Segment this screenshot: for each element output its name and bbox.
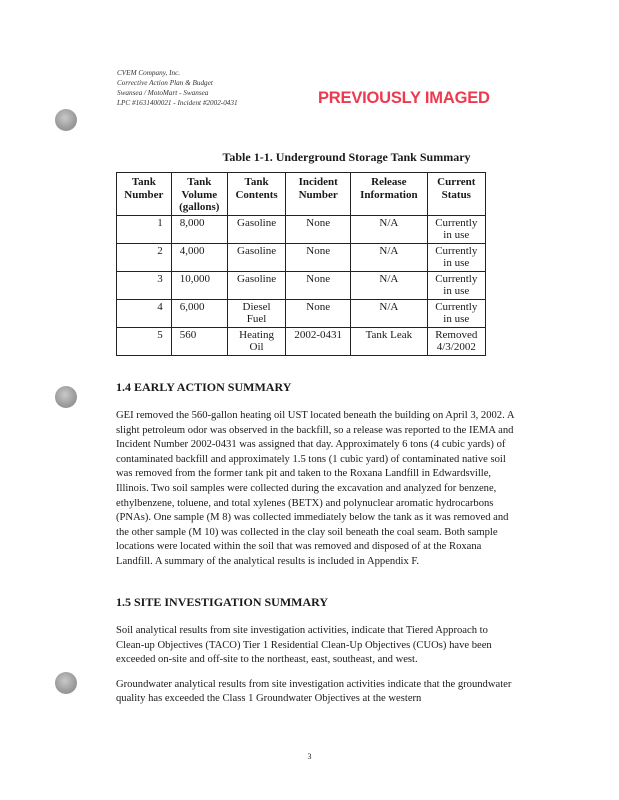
document-header xyxy=(117,68,238,108)
cell-line: Currently xyxy=(435,244,478,257)
table-row xyxy=(117,327,486,355)
header-incident: LPC #1631400021 - Incident #2002-0431 xyxy=(117,99,238,107)
cell-line: Currently xyxy=(435,216,478,229)
column-header-line: Release xyxy=(371,176,407,188)
section-heading: 1.5 SITE INVESTIGATION SUMMARY xyxy=(116,595,329,609)
table-row xyxy=(117,271,486,299)
table-title-label: Table 1-1. xyxy=(222,150,273,164)
column-header xyxy=(351,173,427,216)
cell-line: Currently xyxy=(435,272,478,285)
tank-volume-cell: 10,000 xyxy=(171,271,227,299)
column-header xyxy=(286,173,351,216)
table-row xyxy=(117,299,486,327)
table-row xyxy=(117,243,486,271)
tank-number-cell: 1 xyxy=(117,215,172,243)
tank-contents-cell xyxy=(227,299,285,327)
column-header xyxy=(427,173,485,216)
release-info-cell: N/A xyxy=(351,299,427,327)
tank-number-cell: 3 xyxy=(117,271,172,299)
cell-line: Oil xyxy=(249,341,264,353)
cell-line: Gasoline xyxy=(237,272,277,285)
incident-number-cell: None xyxy=(286,299,351,327)
column-header xyxy=(117,173,172,216)
tank-number-cell: 4 xyxy=(117,299,172,327)
table-header-row xyxy=(117,173,486,216)
release-info-cell: Tank Leak xyxy=(351,327,427,355)
table-row xyxy=(117,215,486,243)
cell-line: in use xyxy=(443,313,470,325)
column-header xyxy=(171,173,227,216)
header-plan: Corrective Action Plan & Budget xyxy=(117,79,213,87)
cell-line: Diesel xyxy=(242,300,271,313)
incident-number-cell: None xyxy=(286,271,351,299)
column-header-line: (gallons) xyxy=(179,201,220,213)
column-header-line: Information xyxy=(360,188,418,201)
incident-number-cell: 2002-0431 xyxy=(286,327,351,355)
column-header xyxy=(227,173,285,216)
column-header-line: Volume xyxy=(181,188,218,201)
punch-hole-icon xyxy=(55,109,77,131)
incident-number-cell: None xyxy=(286,215,351,243)
punch-hole-icon xyxy=(55,672,77,694)
cell-line: Gasoline xyxy=(237,244,277,257)
column-header-line: Tank xyxy=(244,176,269,188)
current-status-cell xyxy=(427,271,485,299)
release-info-cell: N/A xyxy=(351,215,427,243)
section-paragraph: Groundwater analytical results from site investigation activities indicate that the groundwater quality has exceeded the Class 1 Groundwater Objectives at the western xyxy=(116,678,512,705)
section-paragraph: GEI removed the 560-gallon heating oil UST located beneath the building on April 3, 2002. A slight petroleum odor was observed in the backfill, so a release was reported to the IEMA and Incident Number 2002-0431 was assigned that day. Approximately 6 tons (4 cubic yards) of contaminated backfill and approximately 1.5 tons (1 cubic yard) of contaminated native soil was removed from the former tank pit and taken to the Roxana Landfill in Edwardsville, Illinois. Two soil samples were collected during the excavation and analyzed for benzene, ethylbenzene, toluene, and total xylenes (BETX) and polynuclear aromatic hydrocarbons (PNAs). One sample (M 8) was collected immediately below the tank as it was removed and the other sample (M 10) was collected in the clay soil beneath the coal seam. Both sample locations were located within the soil that was removed and disposed of at the Roxana Landfill. A summary of the analytical results is included in Appendix F. xyxy=(116,410,514,567)
current-status-cell xyxy=(427,243,485,271)
header-company: CVEM Company, Inc. xyxy=(117,69,181,77)
cell-line: Currently xyxy=(435,300,478,313)
table-body xyxy=(117,215,486,355)
cell-line: Gasoline xyxy=(237,216,277,229)
cell-line: in use xyxy=(443,285,470,297)
section-heading: 1.4 EARLY ACTION SUMMARY xyxy=(116,380,292,394)
release-info-cell: N/A xyxy=(351,271,427,299)
column-header-line: Contents xyxy=(235,188,278,201)
cell-line: 4/3/2002 xyxy=(436,341,476,353)
tank-volume-cell: 560 xyxy=(171,327,227,355)
punch-hole-icon xyxy=(55,386,77,408)
column-header-line: Tank xyxy=(187,176,212,188)
current-status-cell xyxy=(427,299,485,327)
column-header-line: Incident xyxy=(298,176,338,188)
current-status-cell xyxy=(427,215,485,243)
table-title xyxy=(0,150,619,165)
site-investigation-section xyxy=(116,595,516,707)
column-header-line: Current xyxy=(437,176,476,188)
cell-line: Fuel xyxy=(246,313,267,325)
tank-volume-cell: 6,000 xyxy=(171,299,227,327)
cell-line: Heating xyxy=(239,328,274,341)
early-action-section xyxy=(116,380,516,570)
tank-number-cell: 5 xyxy=(117,327,172,355)
tank-contents-cell xyxy=(227,243,285,271)
tank-number-cell: 2 xyxy=(117,243,172,271)
cell-line: Removed xyxy=(435,328,478,341)
column-header-line: Number xyxy=(298,188,338,201)
table-title-text: Underground Storage Tank Summary xyxy=(275,150,471,164)
tank-volume-cell: 8,000 xyxy=(171,215,227,243)
tank-contents-cell xyxy=(227,271,285,299)
previously-imaged-stamp: PREVIOUSLY IMAGED xyxy=(318,89,490,107)
release-info-cell: N/A xyxy=(351,243,427,271)
cell-line: in use xyxy=(443,229,470,241)
column-header-line: Tank xyxy=(131,176,156,188)
column-header-line: Status xyxy=(441,188,471,201)
section-paragraph: Soil analytical results from site investigation activities, indicate that Tiered Approach to Clean-up Objectives (TACO) Tier 1 Residential Clean-Up Objectives (CUOs) have been exceeded on-site and off-site to the northeast, east, southeast, and west. xyxy=(116,625,492,666)
header-site: Swansea / MotoMart - Swansea xyxy=(117,89,209,97)
column-header-line: Number xyxy=(124,188,164,201)
current-status-cell xyxy=(427,327,485,355)
cell-line: in use xyxy=(443,257,470,269)
tank-contents-cell xyxy=(227,215,285,243)
incident-number-cell: None xyxy=(286,243,351,271)
page-number: 3 xyxy=(307,752,312,761)
ust-summary-table xyxy=(116,172,486,356)
tank-contents-cell xyxy=(227,327,285,355)
tank-volume-cell: 4,000 xyxy=(171,243,227,271)
